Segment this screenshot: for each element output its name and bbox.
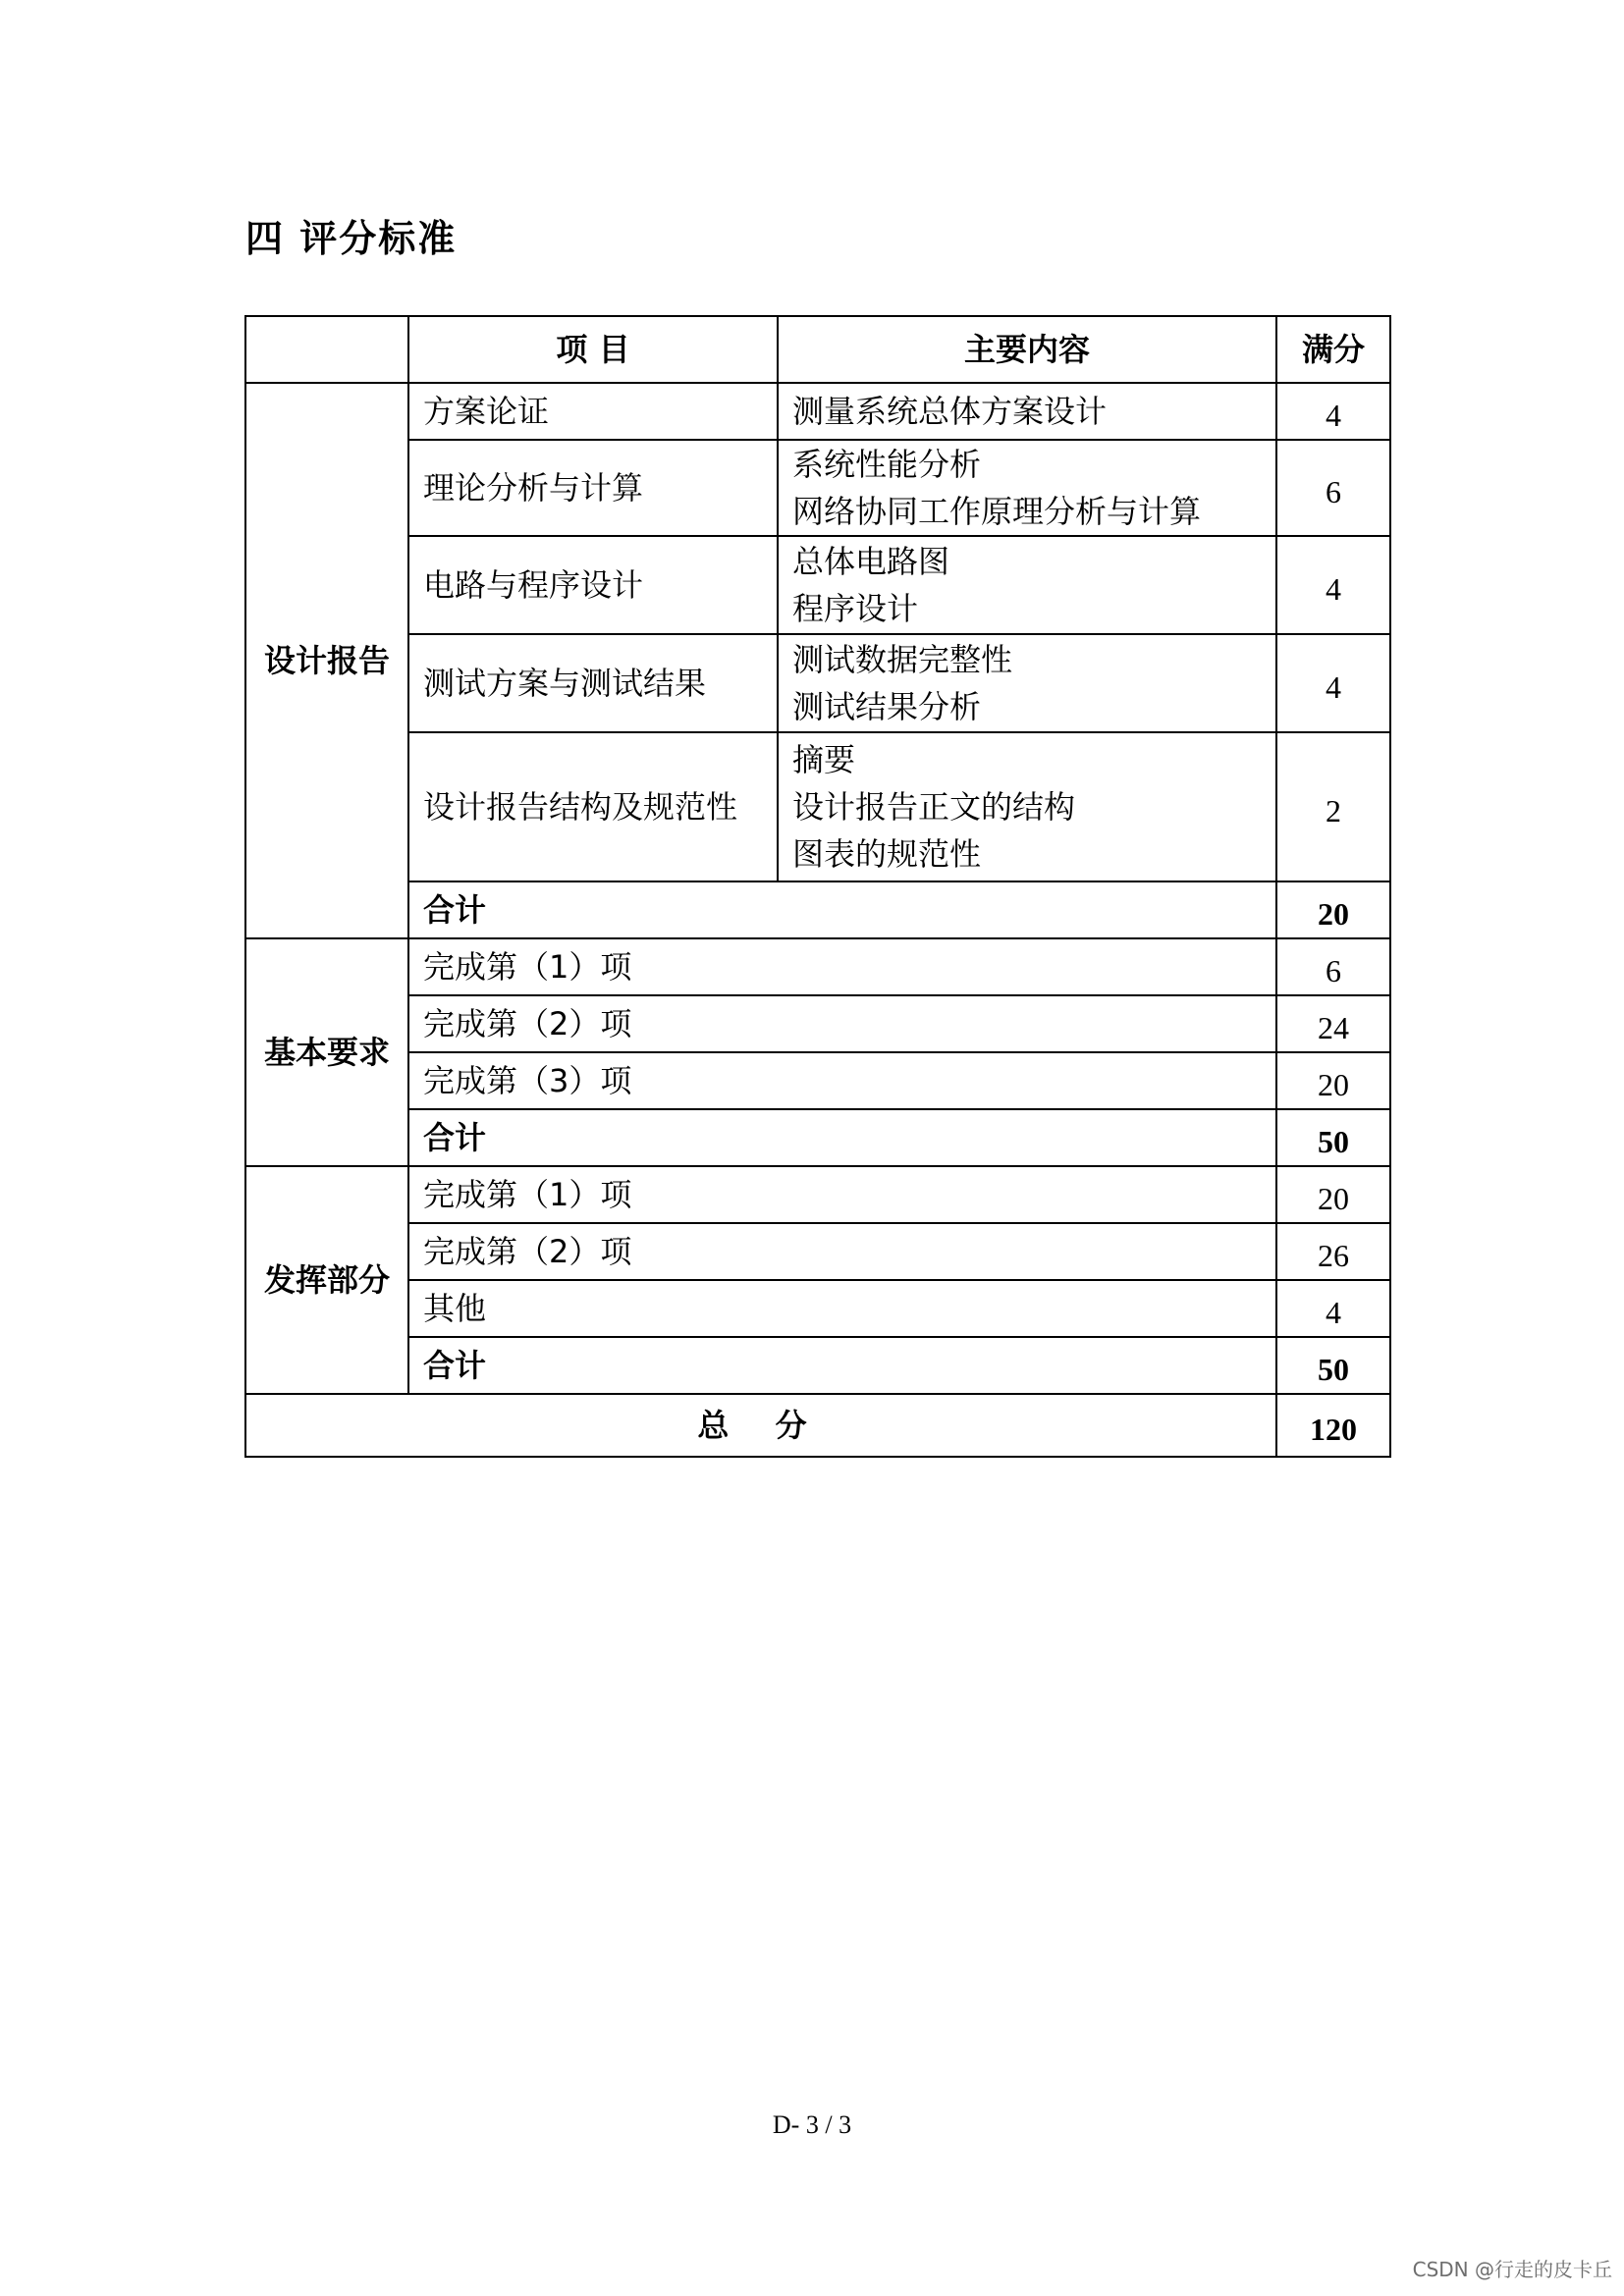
content-line: 测量系统总体方案设计 bbox=[792, 393, 1108, 430]
subtotal-row bbox=[245, 1337, 1390, 1394]
subtotal-score: 50 bbox=[1276, 1337, 1390, 1394]
content-cell bbox=[778, 732, 1276, 881]
content-line: 测试结果分析 bbox=[792, 688, 982, 725]
score-cell: 6 bbox=[1276, 440, 1390, 536]
table-row bbox=[245, 995, 1390, 1052]
total-score: 120 bbox=[1276, 1394, 1390, 1457]
item-cell: 完成第（1）项 bbox=[408, 938, 1276, 995]
content-cell bbox=[778, 536, 1276, 634]
score-cell: 20 bbox=[1276, 1052, 1390, 1109]
item-cell: 理论分析与计算 bbox=[408, 440, 778, 536]
total-row bbox=[245, 1394, 1390, 1457]
subtotal-label: 合计 bbox=[408, 1337, 1276, 1394]
table-row bbox=[245, 1223, 1390, 1280]
header-content: 主要内容 bbox=[778, 316, 1276, 383]
section-label-design-report: 设计报告 bbox=[245, 383, 408, 938]
content-cell bbox=[778, 440, 1276, 536]
page-title: 四 评分标准 bbox=[245, 217, 458, 260]
table-row bbox=[245, 1166, 1390, 1223]
content-line: 图表的规范性 bbox=[792, 835, 982, 873]
score-cell: 20 bbox=[1276, 1166, 1390, 1223]
item-cell: 其他 bbox=[408, 1280, 1276, 1337]
subtotal-label: 合计 bbox=[408, 1109, 1276, 1166]
section-label-extended: 发挥部分 bbox=[245, 1166, 408, 1394]
content-line: 设计报告正文的结构 bbox=[792, 788, 1076, 826]
table-row bbox=[245, 938, 1390, 995]
table-row bbox=[245, 440, 1390, 536]
score-cell: 4 bbox=[1276, 383, 1390, 440]
table-row bbox=[245, 536, 1390, 634]
item-cell: 电路与程序设计 bbox=[408, 536, 778, 634]
content-cell bbox=[778, 634, 1276, 732]
watermark: CSDN @行走的皮卡丘 bbox=[1412, 2258, 1612, 2281]
item-cell: 完成第（1）项 bbox=[408, 1166, 1276, 1223]
subtotal-row bbox=[245, 881, 1390, 938]
content-line: 系统性能分析 bbox=[792, 446, 982, 483]
table-row bbox=[245, 634, 1390, 732]
score-cell: 4 bbox=[1276, 536, 1390, 634]
score-cell: 26 bbox=[1276, 1223, 1390, 1280]
content-line: 程序设计 bbox=[792, 590, 919, 627]
table-row bbox=[245, 383, 1390, 440]
content-cell bbox=[778, 383, 1276, 440]
total-label: 总 分 bbox=[245, 1394, 1276, 1457]
content-line: 总体电路图 bbox=[792, 543, 950, 580]
content-line: 测试数据完整性 bbox=[792, 641, 1013, 678]
item-cell: 完成第（2）项 bbox=[408, 1223, 1276, 1280]
header-score: 满分 bbox=[1276, 316, 1390, 383]
score-cell: 6 bbox=[1276, 938, 1390, 995]
page-number: D- 3 / 3 bbox=[772, 2110, 852, 2139]
scoring-table bbox=[244, 315, 1391, 1458]
header-item: 项 目 bbox=[408, 316, 778, 383]
subtotal-row bbox=[245, 1109, 1390, 1166]
table-row bbox=[245, 1280, 1390, 1337]
score-cell: 2 bbox=[1276, 732, 1390, 881]
item-cell: 测试方案与测试结果 bbox=[408, 634, 778, 732]
content-line: 网络协同工作原理分析与计算 bbox=[792, 493, 1202, 530]
item-cell: 完成第（3）项 bbox=[408, 1052, 1276, 1109]
item-cell: 方案论证 bbox=[408, 383, 778, 440]
score-cell: 4 bbox=[1276, 634, 1390, 732]
score-cell: 24 bbox=[1276, 995, 1390, 1052]
table-row bbox=[245, 1052, 1390, 1109]
item-cell: 完成第（2）项 bbox=[408, 995, 1276, 1052]
score-cell: 4 bbox=[1276, 1280, 1390, 1337]
table-row bbox=[245, 732, 1390, 881]
subtotal-score: 50 bbox=[1276, 1109, 1390, 1166]
subtotal-label: 合计 bbox=[408, 881, 1276, 938]
header-blank-cell bbox=[245, 316, 408, 383]
section-label-basic: 基本要求 bbox=[245, 938, 408, 1166]
item-cell: 设计报告结构及规范性 bbox=[408, 732, 778, 881]
table-header-row bbox=[245, 316, 1390, 383]
content-line: 摘要 bbox=[792, 741, 856, 778]
subtotal-score: 20 bbox=[1276, 881, 1390, 938]
